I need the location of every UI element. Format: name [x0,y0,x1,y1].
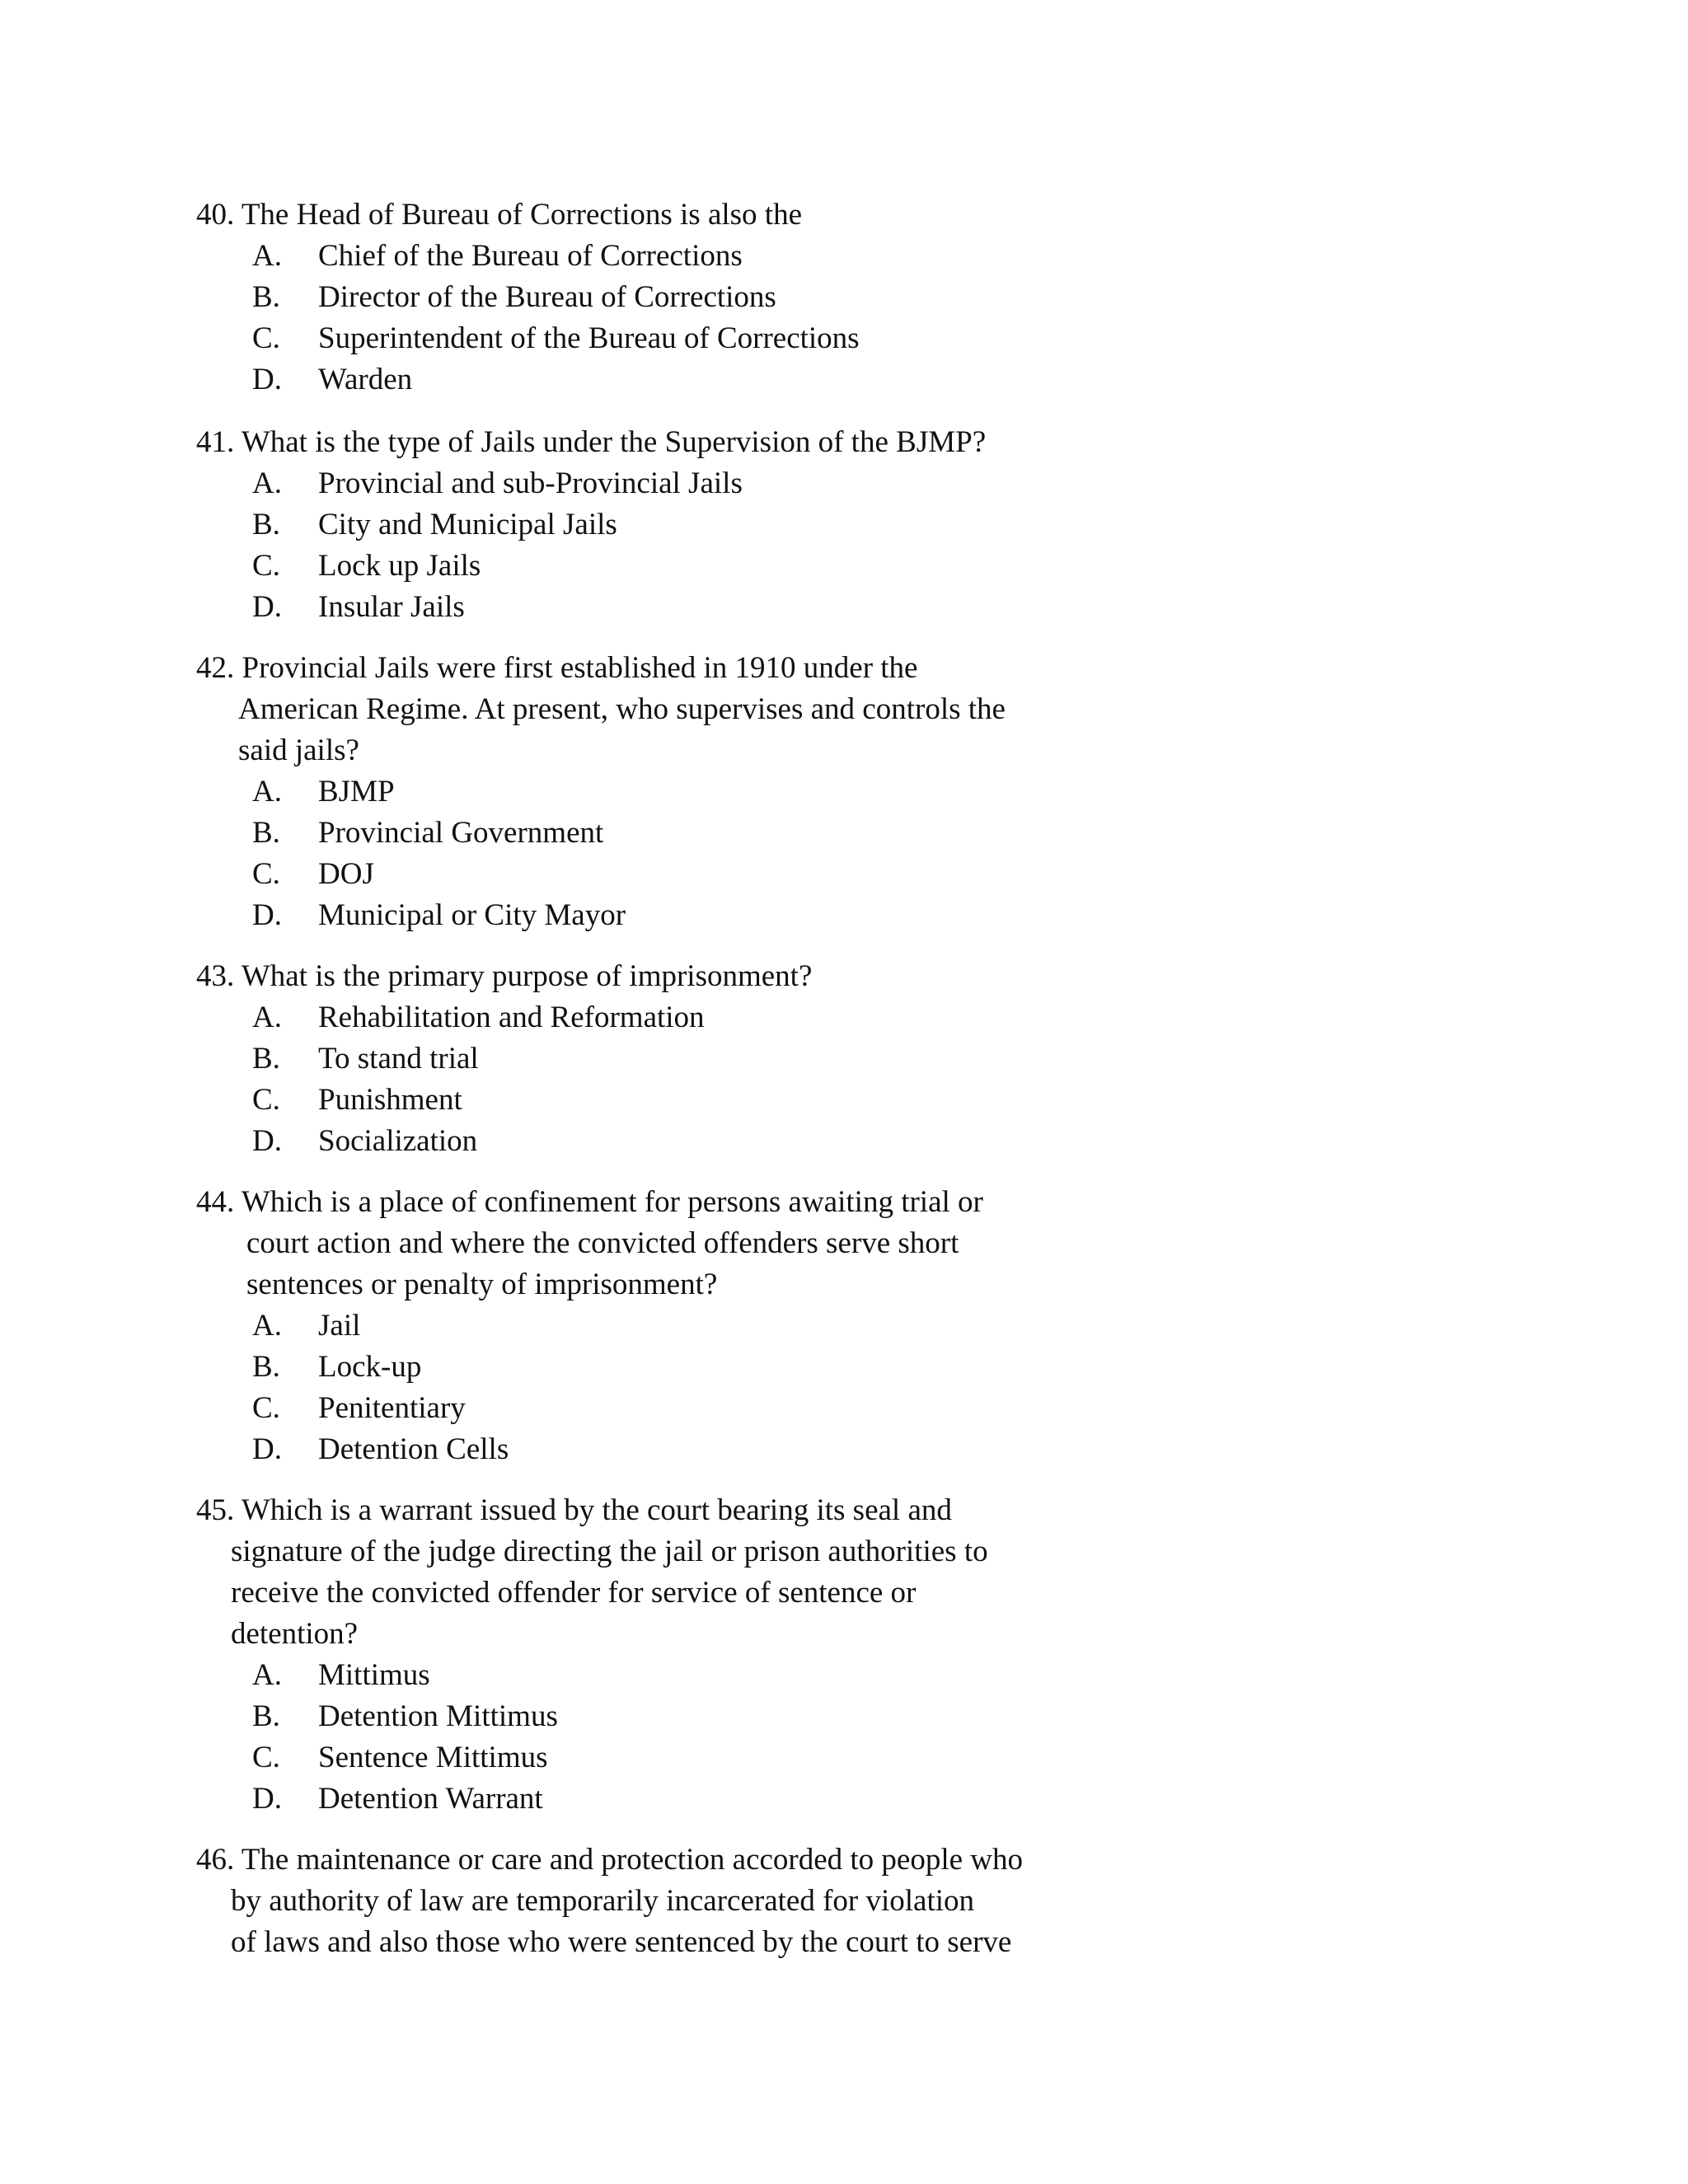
option-text: Punishment [318,1083,462,1117]
option-text: Socialization [318,1124,478,1158]
option-text: Lock-up [318,1350,422,1384]
option-text: Provincial and sub-Provincial Jails [318,466,743,500]
option-text: Warden [318,363,413,396]
option-b [196,1696,1185,1737]
question-stem-continued: detention? [231,1617,359,1651]
option-letter: C. [252,321,280,355]
option-a [196,997,1185,1038]
question-45 [196,1490,1185,1820]
option-a [196,463,1185,504]
question-stem: 42. Provincial Jails were first established in 1910 under the [196,651,918,685]
option-c [196,1388,1185,1429]
option-d [196,587,1185,628]
option-letter: A. [252,775,282,808]
option-d [196,895,1185,936]
option-letter: B. [252,280,280,314]
option-letter: B. [252,508,280,541]
option-list [196,463,1185,628]
option-list [196,771,1185,936]
option-list [196,997,1185,1162]
option-a [196,1655,1185,1696]
option-c [196,854,1185,895]
question-stem-continued: court action and where the convicted offenders serve short [246,1226,959,1260]
option-b [196,277,1185,318]
option-letter: D. [252,1432,282,1466]
question-stem-continued: sentences or penalty of imprisonment? [246,1268,718,1301]
question-stem-continued: signature of the judge directing the jail or prison authorities to [231,1535,988,1568]
option-letter: B. [252,816,280,850]
option-letter: A. [252,1001,282,1034]
option-letter: D. [252,590,282,624]
option-text: Chief of the Bureau of Corrections [318,239,743,273]
option-a [196,771,1185,813]
option-a [196,236,1185,277]
question-stem: 40. The Head of Bureau of Corrections is also the [196,198,803,232]
option-text: Mittimus [318,1658,430,1692]
option-b [196,504,1185,546]
option-letter: A. [252,466,282,500]
option-letter: C. [252,549,280,583]
option-d [196,1121,1185,1162]
option-text: Detention Mittimus [318,1699,558,1733]
option-c [196,1080,1185,1121]
option-text: To stand trial [318,1042,479,1076]
option-letter: A. [252,239,282,273]
option-list [196,1305,1185,1470]
option-text: BJMP [318,775,395,808]
question-44 [196,1182,1185,1470]
option-text: Rehabilitation and Reformation [318,1001,705,1034]
option-c [196,546,1185,587]
option-letter: D. [252,1782,282,1816]
option-text: Superintendent of the Bureau of Corrections [318,321,860,355]
option-b [196,1347,1185,1388]
question-46 [196,1840,1185,1963]
option-text: Municipal or City Mayor [318,898,626,932]
question-stem: 44. Which is a place of confinement for persons awaiting trial or [196,1185,983,1219]
option-letter: B. [252,1350,280,1384]
option-letter: B. [252,1699,280,1733]
option-letter: D. [252,898,282,932]
question-40 [196,194,1185,401]
option-text: DOJ [318,857,374,891]
option-letter: A. [252,1309,282,1343]
question-stem-continued: American Regime. At present, who supervises and controls the [238,692,1006,726]
option-c [196,318,1185,359]
option-letter: A. [252,1658,282,1692]
question-41 [196,422,1185,628]
option-a [196,1305,1185,1347]
option-b [196,1038,1185,1080]
option-list [196,1655,1185,1820]
option-letter: C. [252,1741,280,1774]
option-d [196,359,1185,401]
question-42 [196,648,1185,936]
option-text: Director of the Bureau of Corrections [318,280,776,314]
option-letter: D. [252,1124,282,1158]
option-text: Detention Cells [318,1432,509,1466]
option-b [196,813,1185,854]
option-text: Detention Warrant [318,1782,543,1816]
option-letter: C. [252,1083,280,1117]
question-stem-continued: of laws and also those who were sentenced by the court to serve [231,1925,1012,1959]
option-text: Jail [318,1309,361,1343]
option-c [196,1737,1185,1779]
question-stem: 45. Which is a warrant issued by the court bearing its seal and [196,1493,952,1527]
option-list [196,236,1185,401]
question-stem-continued: said jails? [238,733,359,767]
option-letter: C. [252,857,280,891]
option-text: Sentence Mittimus [318,1741,548,1774]
option-letter: C. [252,1391,280,1425]
option-text: Insular Jails [318,590,465,624]
question-stem-continued: receive the convicted offender for service of sentence or [231,1576,917,1610]
option-text: Penitentiary [318,1391,466,1425]
question-stem-continued: by authority of law are temporarily incarcerated for violation [231,1884,975,1918]
option-text: Provincial Government [318,816,604,850]
option-d [196,1779,1185,1820]
question-43 [196,956,1185,1162]
question-stem: 46. The maintenance or care and protection accorded to people who [196,1843,1024,1877]
option-d [196,1429,1185,1470]
option-text: City and Municipal Jails [318,508,617,541]
question-stem: 41. What is the type of Jails under the Supervision of the BJMP? [196,425,987,459]
option-letter: D. [252,363,282,396]
option-text: Lock up Jails [318,549,481,583]
option-letter: B. [252,1042,280,1076]
question-stem: 43. What is the primary purpose of imprisonment? [196,959,813,993]
